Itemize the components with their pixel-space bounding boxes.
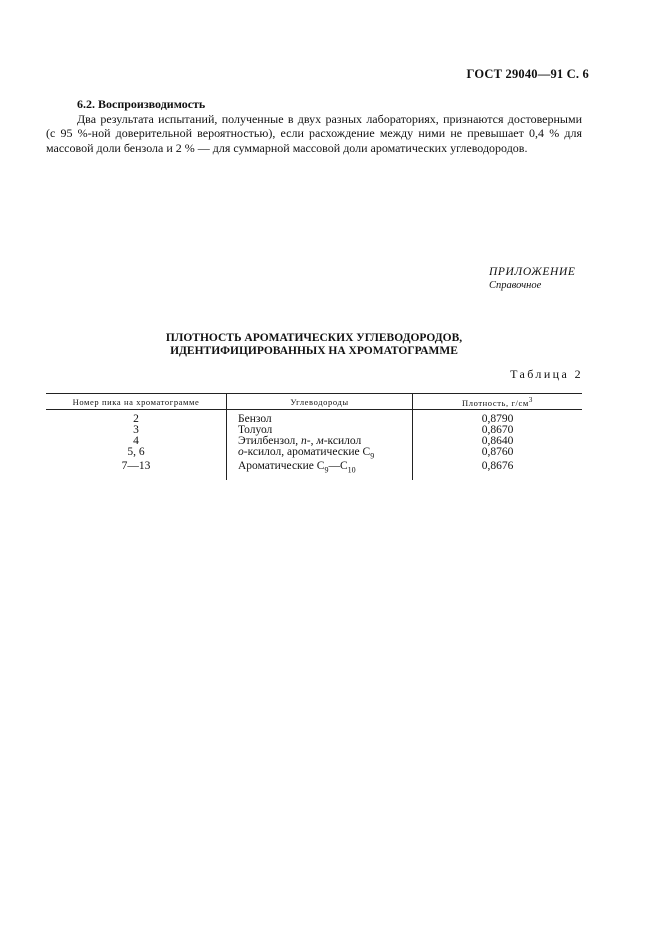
cell-peak: 3 xyxy=(133,424,139,436)
header-density-exponent: 3 xyxy=(528,395,533,404)
hc-subscript: 10 xyxy=(347,465,356,475)
appendix-title: ПРИЛОЖЕНИЕ xyxy=(489,266,576,278)
cell-density: 0,8670 xyxy=(413,425,583,436)
cell-hydrocarbon xyxy=(227,461,413,479)
cell-density: 0,8760 xyxy=(413,447,583,461)
cell-hydrocarbon: Бензол xyxy=(227,410,413,426)
header-peak-number: Номер пика на хроматограмме xyxy=(46,394,227,410)
table-row xyxy=(46,410,582,426)
cell-peak: 5, 6 xyxy=(127,446,145,458)
appendix-kind: Справочное xyxy=(489,280,542,291)
hc-text: Ароматические С xyxy=(238,460,325,473)
cell-peak: 4 xyxy=(133,435,139,447)
density-table xyxy=(46,393,582,480)
hc-subscript: 9 xyxy=(370,451,375,461)
header-density-text: Плотность, г/см xyxy=(462,397,529,408)
hc-text: -ксилол, ароматические С xyxy=(243,446,371,458)
cell-peak: 2 xyxy=(133,413,139,425)
section-reproducibility xyxy=(46,97,582,155)
table-number: Таблица 2 xyxy=(510,367,583,381)
table-row xyxy=(46,447,582,461)
cell-density: 0,8790 xyxy=(413,410,583,426)
hc-text: Этилбензол, xyxy=(238,435,302,447)
table-title-line-1: ПЛОТНОСТЬ АРОМАТИЧЕСКИХ УГЛЕВОДОРОДОВ, xyxy=(165,332,463,344)
table-title xyxy=(46,332,582,357)
cell-peak: 7—13 xyxy=(121,460,151,473)
section-paragraph: Два результата испытаний, полученные в двух разных лабораториях, признаются достоверными (с 95 %-ной доверительной вероятностью), если расхождение между ними не превышает 0,4 % для массовой доли бензола и 2 % — для суммарной массовой доли ароматических углеводородов. xyxy=(46,111,582,155)
appendix-label xyxy=(489,265,575,293)
cell-density: 0,8640 xyxy=(413,436,583,447)
cell-hydrocarbon: Толуол xyxy=(227,425,413,436)
header-density xyxy=(413,394,583,410)
hc-text: -ксилол xyxy=(323,435,362,447)
table-row xyxy=(46,461,582,479)
hc-text: —С xyxy=(328,460,348,473)
header-hydrocarbons: Углеводороды xyxy=(227,394,413,410)
table-header-row xyxy=(46,394,582,410)
cell-hydrocarbon xyxy=(227,447,413,461)
cell-density: 0,8676 xyxy=(413,461,583,479)
hc-para-prefix: п xyxy=(301,435,307,447)
table-title-line-2: ИДЕНТИФИЦИРОВАННЫХ НА ХРОМАТОГРАММЕ xyxy=(170,344,458,357)
section-title: 6.2. Воспроизводимость xyxy=(77,97,206,111)
hc-subscript: 9 xyxy=(324,465,329,475)
hc-ortho-prefix: о xyxy=(238,446,244,458)
hc-meta-prefix: м xyxy=(316,435,324,447)
hc-text: -, xyxy=(306,435,317,447)
running-title: ГОСТ 29040—91 С. 6 xyxy=(466,67,589,81)
